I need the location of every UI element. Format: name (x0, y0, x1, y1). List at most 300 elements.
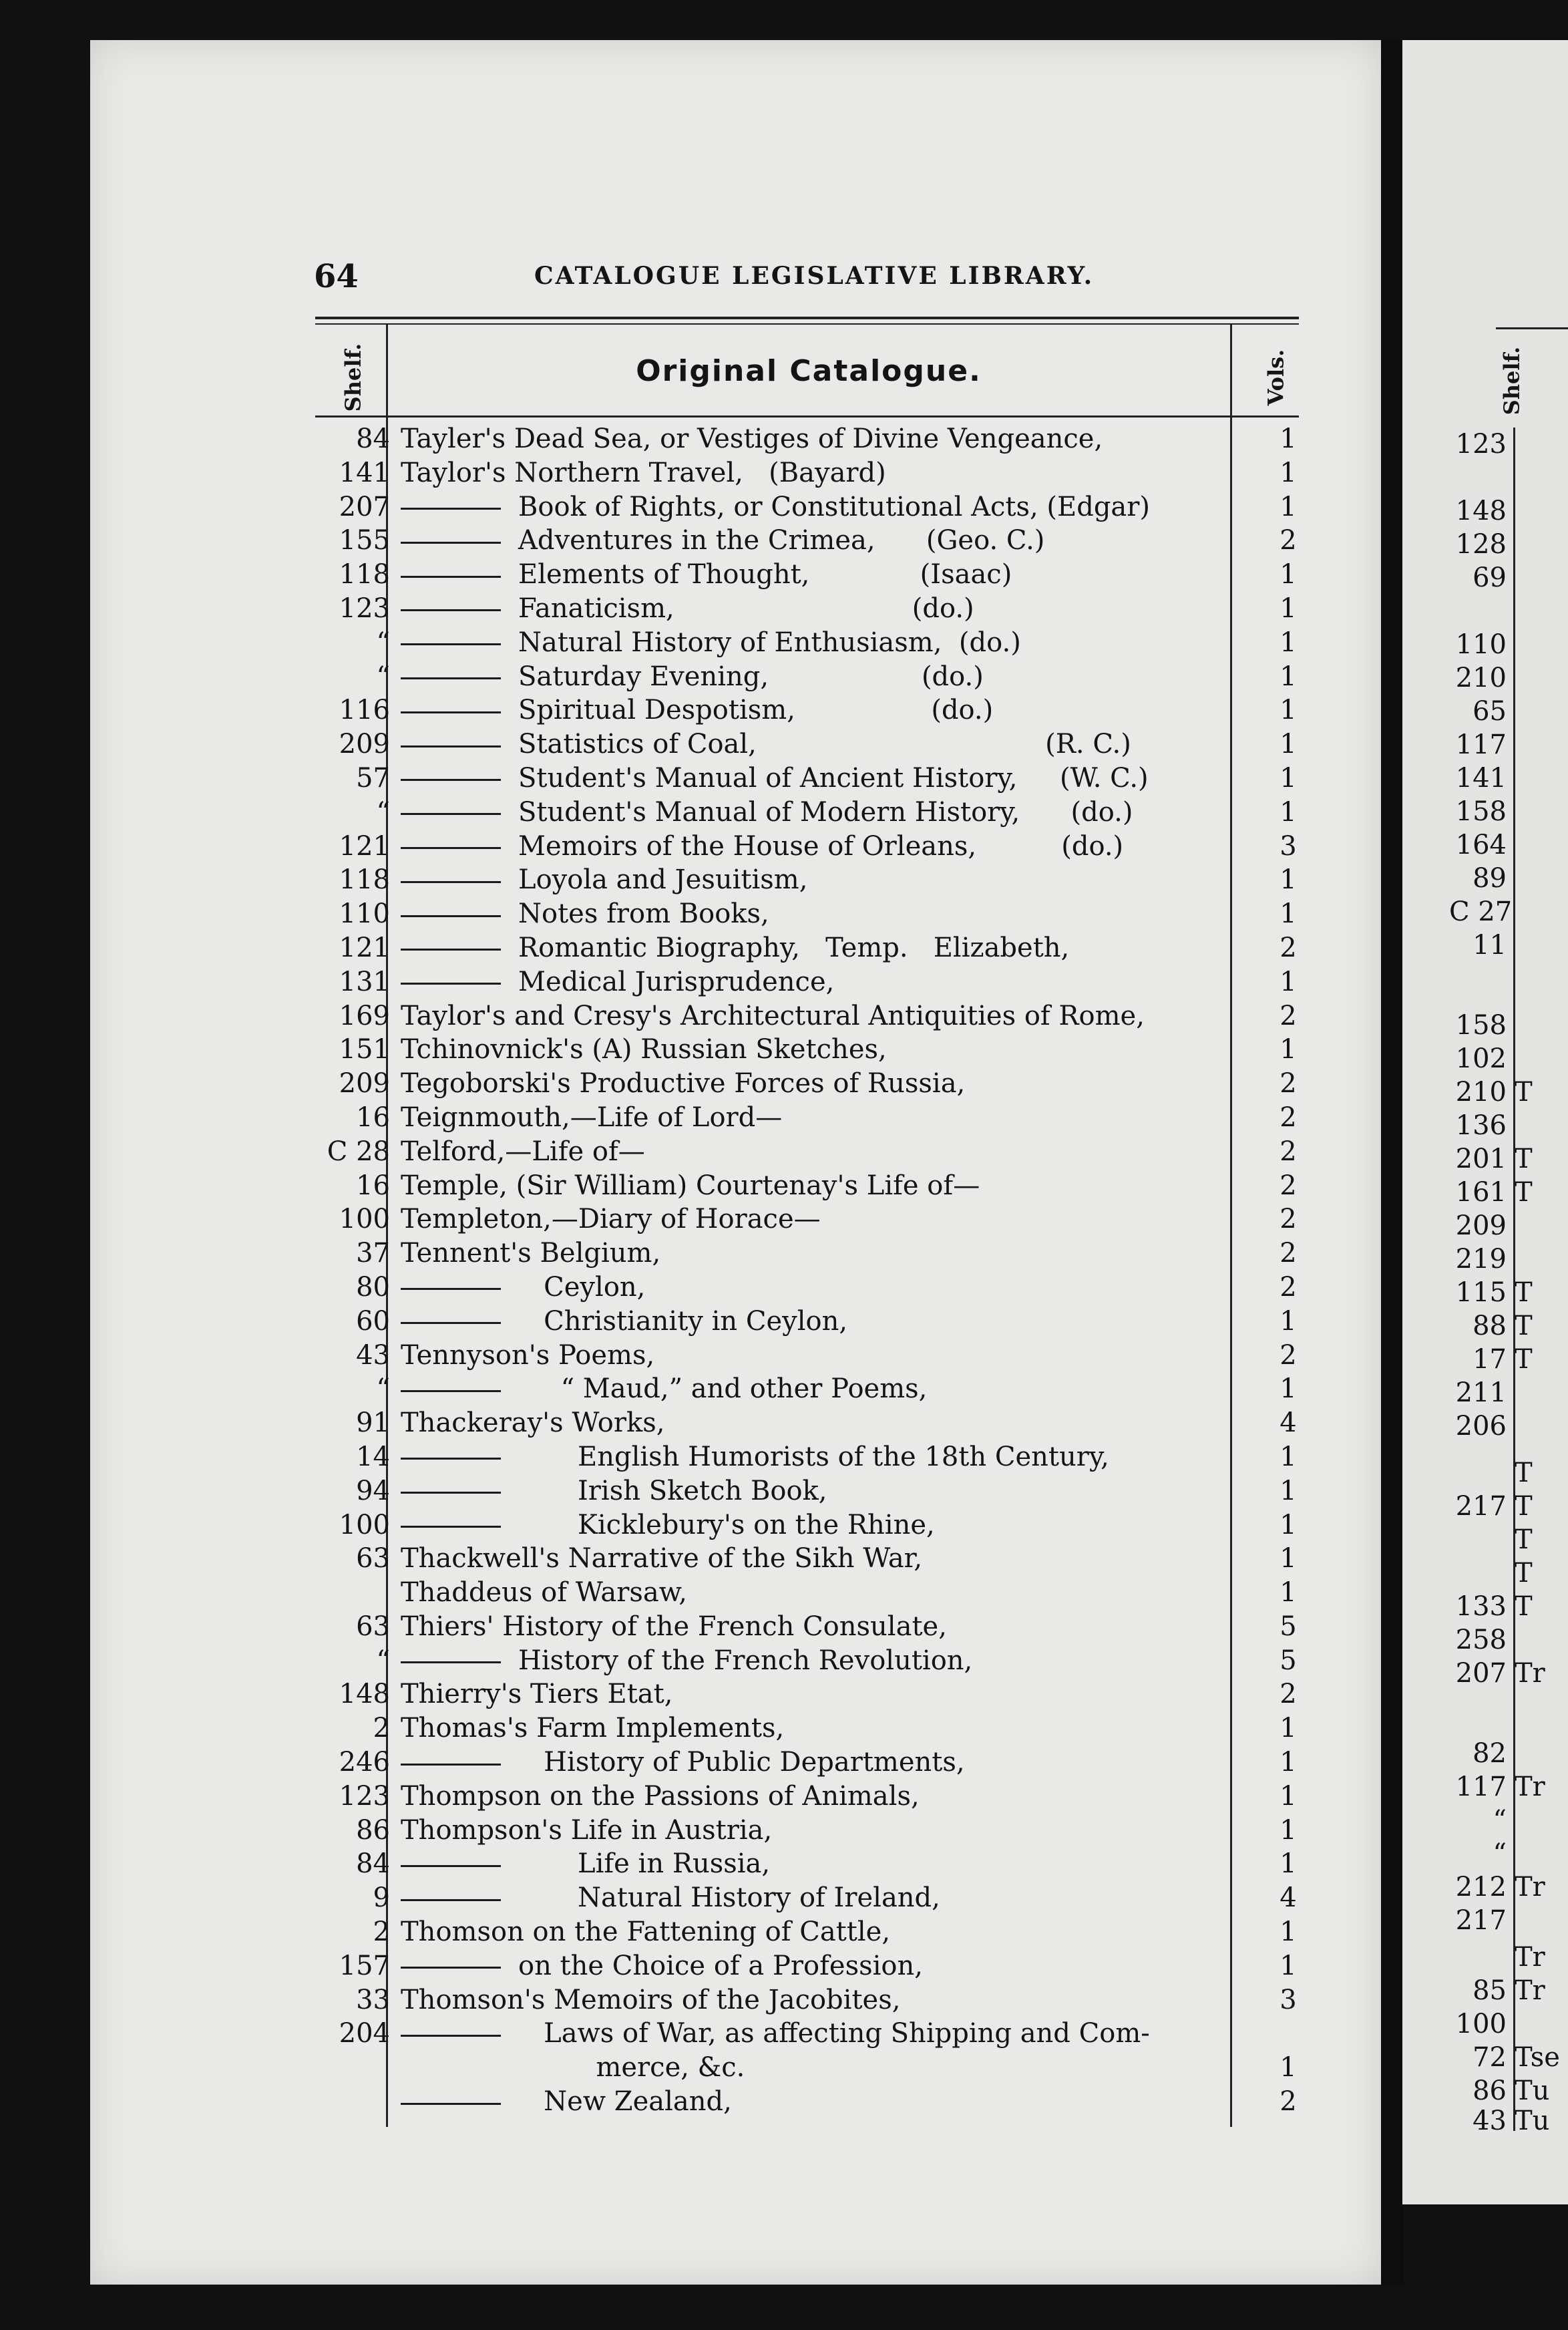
facing-entry-fragment: Tr (1515, 1658, 1545, 1689)
volume-count: 1 (1280, 661, 1297, 692)
header-rule-bottom (315, 415, 1299, 418)
volume-count: 1 (1280, 1848, 1297, 1880)
facing-row (1449, 1623, 1568, 1657)
volume-count: 1 (1280, 593, 1297, 624)
entry-title (401, 626, 1021, 660)
facing-row (1449, 695, 1568, 728)
shelf-number: 151 (339, 1034, 390, 1065)
entry-title (401, 490, 1150, 524)
entry-title (401, 863, 807, 897)
facing-row (1449, 1376, 1568, 1409)
catalogue-row (315, 897, 1304, 931)
catalogue-row (315, 660, 1304, 694)
entry-title (401, 1067, 965, 1101)
shelf-number: 100 (339, 1204, 390, 1235)
facing-shelf-number: 123 (1455, 429, 1507, 460)
facing-row (1449, 1176, 1568, 1209)
shelf-number: 123 (339, 1780, 390, 1812)
entry-text: Templeton,—Diary of Horace— (401, 1204, 821, 1235)
catalogue-row (315, 1067, 1304, 1101)
catalogue-row (315, 796, 1304, 830)
facing-entry-fragment: Tr (1515, 1942, 1545, 1973)
volume-count: 1 (1280, 729, 1297, 760)
facing-shelf-number: 115 (1455, 1277, 1507, 1308)
facing-shelf-number: 100 (1455, 2009, 1507, 2039)
facing-shelf-number: “ (1493, 1805, 1507, 1836)
volume-count: 5 (1280, 1611, 1297, 1642)
catalogue-row (315, 626, 1304, 660)
vols-header-label: Vols. (1263, 349, 1289, 406)
shelf-number: 209 (339, 729, 390, 760)
facing-row (1449, 1042, 1568, 1075)
shelf-number: 84 (356, 1848, 390, 1880)
entry-text: Adventures in the Crimea, (Geo. C.) (518, 525, 1045, 556)
ditto-dash (401, 677, 501, 679)
shelf-number: 57 (356, 762, 390, 794)
entry-text: Thaddeus of Warsaw, (401, 1577, 687, 1609)
shelf-number: C 28 (327, 1136, 390, 1167)
ditto-dash (401, 2035, 501, 2037)
shelf-number: “ (376, 661, 390, 692)
entry-title (401, 1474, 827, 1508)
catalogue-row (315, 999, 1304, 1033)
shelf-number: 141 (339, 457, 390, 488)
entry-title (401, 1440, 1109, 1474)
facing-shelf-number: 117 (1455, 1772, 1507, 1802)
volume-count: 4 (1280, 1882, 1297, 1914)
entry-title (401, 2051, 745, 2085)
shelf-number: 121 (339, 932, 390, 963)
facing-shelf-number: 217 (1455, 1491, 1507, 1522)
entry-text: Tayler's Dead Sea, or Vestiges of Divine Vengeance, (401, 424, 1103, 454)
facing-shelf-number: 210 (1455, 663, 1507, 693)
catalogue-row (315, 1610, 1304, 1644)
catalogue-row (315, 1202, 1304, 1236)
ditto-dash (401, 779, 501, 781)
facing-shelf-number: 158 (1455, 796, 1507, 827)
entry-title (401, 1949, 923, 1983)
volume-count: 1 (1280, 1373, 1297, 1405)
facing-entry-fragment: T (1515, 1558, 1533, 1589)
shelf-number: “ (376, 796, 390, 828)
facing-shelf-number: C 27 (1449, 896, 1513, 927)
entry-text: New Zealand, (518, 2086, 732, 2118)
facing-shelf-number: 89 (1473, 863, 1507, 894)
facing-row (1449, 862, 1568, 895)
entry-title (401, 1271, 645, 1305)
entry-title (401, 965, 834, 999)
entry-text: Thiers' History of the French Consulate, (401, 1611, 947, 1642)
entry-text: Romantic Biography, Temp. Elizabeth, (518, 932, 1070, 963)
volume-count: 2 (1280, 2086, 1297, 2118)
entry-title (401, 558, 1012, 592)
shelf-number: 131 (339, 966, 390, 997)
facing-row (1449, 1556, 1568, 1590)
entry-title (401, 1202, 821, 1236)
entry-title (401, 592, 974, 626)
entry-text: Medical Jurisprudence, (518, 966, 835, 997)
catalogue-row (315, 1915, 1304, 1949)
shelf-number: 209 (339, 1068, 390, 1100)
catalogue-row (315, 1101, 1304, 1135)
facing-shelf-label: Shelf. (1499, 346, 1524, 415)
shelf-number: 121 (339, 830, 390, 862)
volume-count: 1 (1280, 491, 1297, 522)
facing-shelf-number: 207 (1455, 1658, 1507, 1689)
ditto-dash (401, 542, 501, 544)
entry-text: Ceylon, (518, 1271, 646, 1303)
volume-count: 1 (1280, 1441, 1297, 1472)
shelf-number: “ (376, 1645, 390, 1676)
entry-text: Thackeray's Works, (401, 1407, 665, 1439)
catalogue-row (315, 2051, 1304, 2085)
facing-entry-fragment: T (1515, 1458, 1533, 1488)
facing-shelf-number: 85 (1473, 1975, 1507, 2006)
entry-text: on the Choice of a Profession, (518, 1950, 923, 1981)
entry-title (401, 1101, 782, 1135)
catalogue-row (315, 1542, 1304, 1576)
facing-header-rule (1496, 327, 1568, 329)
volume-count: 2 (1280, 1000, 1297, 1031)
entry-title (401, 456, 886, 490)
catalogue-heading: Original Catalogue. (636, 354, 982, 388)
facing-row (1449, 1837, 1568, 1870)
shelf-number: 116 (339, 695, 390, 726)
entry-text: Spiritual Despotism, (do.) (518, 695, 994, 726)
entry-title (401, 693, 993, 727)
ditto-dash (401, 1526, 501, 1528)
catalogue-row (315, 2085, 1304, 2119)
facing-row (1449, 2104, 1568, 2138)
ditto-dash (401, 576, 501, 578)
volume-count: 1 (1280, 1780, 1297, 1812)
entry-text: Temple, (Sir William) Courtenay's Life of— (401, 1170, 980, 1201)
catalogue-row (315, 1169, 1304, 1203)
facing-shelf-header (1488, 347, 1535, 414)
facing-row (1449, 1523, 1568, 1556)
facing-row (1449, 1309, 1568, 1343)
volume-count: 2 (1280, 1679, 1297, 1710)
facing-row (1449, 1870, 1568, 1904)
entry-text: merce, &c. (401, 2052, 745, 2084)
volume-count: 1 (1280, 796, 1297, 828)
catalogue-row (315, 1305, 1304, 1339)
entry-text: Christianity in Ceylon, (518, 1305, 848, 1337)
entry-title (401, 1847, 770, 1881)
entry-text: Thomson's Memoirs of the Jacobites, (401, 1984, 901, 2015)
facing-shelf-number: 69 (1473, 562, 1507, 593)
shelf-number: 9 (373, 1882, 390, 1914)
facing-row (1449, 1974, 1568, 2007)
facing-row (1449, 728, 1568, 762)
facing-row (1449, 762, 1568, 795)
volume-count: 1 (1280, 1950, 1297, 1981)
facing-shelf-number: 209 (1455, 1210, 1507, 1241)
volume-count: 1 (1280, 1305, 1297, 1337)
catalogue-row (315, 1711, 1304, 1745)
volume-count: 3 (1280, 1984, 1297, 2015)
catalogue-row (315, 1576, 1304, 1610)
entry-text: Taylor's Northern Travel, (Bayard) (401, 457, 886, 488)
facing-shelf-number: 206 (1455, 1411, 1507, 1442)
facing-shelf-number: 219 (1455, 1244, 1507, 1275)
volume-count: 2 (1280, 932, 1297, 963)
facing-entry-fragment: T (1515, 1177, 1533, 1208)
entry-text: Memoirs of the House of Orleans, (do.) (518, 830, 1124, 862)
entry-text: Natural History of Enthusiasm, (do.) (518, 627, 1021, 658)
entry-title (401, 1677, 672, 1711)
catalogue-row (315, 456, 1304, 490)
catalogue-row (315, 1644, 1304, 1678)
shelf-number: 2 (373, 1917, 390, 1948)
entry-text: Notes from Books, (518, 898, 769, 930)
ditto-dash (401, 508, 501, 510)
entry-text: Kicklebury's on the Rhine, (518, 1509, 935, 1540)
facing-entry-fragment: Tu (1515, 2106, 1550, 2136)
facing-shelf-number: 211 (1455, 1377, 1507, 1408)
shelf-number: 16 (356, 1102, 390, 1133)
shelf-number: 157 (339, 1950, 390, 1981)
entry-title (401, 2085, 732, 2119)
entry-text: Thierry's Tiers Etat, (401, 1679, 673, 1710)
facing-shelf-number: 86 (1473, 2075, 1507, 2106)
facing-shelf-number: 72 (1473, 2042, 1507, 2073)
facing-shelf-number: 148 (1455, 496, 1507, 526)
facing-entry-fragment: T (1515, 1591, 1533, 1622)
facing-shelf-number: 158 (1455, 1010, 1507, 1041)
entry-title (401, 1711, 784, 1745)
entry-title (401, 1983, 900, 2017)
entry-title (401, 1236, 660, 1271)
volume-count: 1 (1280, 1577, 1297, 1609)
ditto-dash (401, 745, 501, 747)
entry-text: Tchinovnick's (A) Russian Sketches, (401, 1034, 887, 1065)
catalogue-row (315, 1474, 1304, 1508)
facing-entry-fragment: Tu (1515, 2075, 1550, 2106)
shelf-number: 63 (356, 1611, 390, 1642)
facing-shelf-number: 201 (1455, 1144, 1507, 1174)
entry-text: Loyola and Jesuitism, (518, 864, 808, 896)
entry-title (401, 931, 1069, 965)
entry-title (401, 796, 1133, 830)
facing-row (1449, 1009, 1568, 1042)
ditto-dash (401, 983, 501, 985)
book-gutter (1381, 40, 1404, 2285)
facing-row (1449, 2041, 1568, 2074)
shelf-number: 63 (356, 1543, 390, 1574)
ditto-dash (401, 949, 501, 951)
facing-shelf-number: 212 (1455, 1872, 1507, 1902)
entry-text: Taylor's and Cresy's Architectural Antiquities of Rome, (401, 1000, 1145, 1031)
facing-row (1449, 1804, 1568, 1837)
entry-title (401, 897, 769, 931)
volume-count: 2 (1280, 1238, 1297, 1269)
entry-title (401, 660, 984, 694)
catalogue-row (315, 1949, 1304, 1983)
shelf-number: 84 (356, 424, 390, 454)
catalogue-row (315, 1847, 1304, 1881)
shelf-number: 80 (356, 1271, 390, 1303)
shelf-number: 91 (356, 1407, 390, 1439)
volume-count: 1 (1280, 1814, 1297, 1846)
ditto-dash (401, 1322, 501, 1324)
volume-count: 1 (1280, 1917, 1297, 1948)
catalogue-row (315, 422, 1304, 456)
ditto-dash (401, 847, 501, 849)
ditto-dash (401, 609, 501, 611)
facing-shelf-number: 88 (1473, 1311, 1507, 1341)
facing-row (1449, 1075, 1568, 1109)
catalogue-row (315, 1745, 1304, 1780)
volume-count: 4 (1280, 1407, 1297, 1439)
shelf-number: “ (376, 1373, 390, 1405)
catalogue-row (315, 1814, 1304, 1848)
volume-count: 1 (1280, 1543, 1297, 1574)
shelf-number: 118 (339, 864, 390, 896)
entry-text: Thackwell's Narrative of the Sikh War, (401, 1543, 923, 1574)
facing-row (1449, 1737, 1568, 1770)
shelf-number: 14 (356, 1441, 390, 1472)
shelf-number: 43 (356, 1339, 390, 1371)
facing-row (1449, 1657, 1568, 1690)
facing-entry-fragment: T (1515, 1277, 1533, 1308)
entry-text: Book of Rights, or Constitutional Acts, (Edgar) (518, 491, 1150, 522)
facing-entry-fragment: Tr (1515, 1772, 1545, 1802)
catalogue-row (315, 1033, 1304, 1067)
facing-shelf-number: 117 (1455, 729, 1507, 760)
entry-title (401, 1745, 965, 1780)
entry-title (401, 1372, 927, 1406)
volume-count: 2 (1280, 1271, 1297, 1303)
volume-count: 5 (1280, 1645, 1297, 1676)
volume-count: 1 (1280, 424, 1297, 454)
entry-text: English Humorists of the 18th Century, (518, 1441, 1109, 1472)
ditto-dash (401, 881, 501, 883)
shelf-number: 148 (339, 1679, 390, 1710)
volume-count: 3 (1280, 830, 1297, 862)
entry-title (401, 1610, 947, 1644)
shelf-number: 110 (339, 898, 390, 930)
catalogue-row (315, 558, 1304, 592)
shelf-number: 207 (339, 491, 390, 522)
facing-row (1449, 661, 1568, 695)
facing-shelf-number: 17 (1473, 1344, 1507, 1375)
facing-entry-fragment: Tr (1515, 1872, 1545, 1902)
volume-count: 1 (1280, 1713, 1297, 1744)
catalogue-row (315, 830, 1304, 864)
header-rule-top (315, 317, 1299, 319)
catalogue-row (315, 931, 1304, 965)
catalogue-row (315, 1881, 1304, 1915)
catalogue-row (315, 1271, 1304, 1305)
ditto-dash (401, 1865, 501, 1867)
volume-count: 1 (1280, 695, 1297, 726)
entry-title (401, 999, 1145, 1033)
facing-row (1449, 1409, 1568, 1443)
facing-shelf-number: 110 (1455, 629, 1507, 660)
entry-title (401, 1576, 687, 1610)
entry-title (401, 1542, 922, 1576)
volume-count: 2 (1280, 525, 1297, 556)
volume-count: 1 (1280, 457, 1297, 488)
entry-title (401, 1915, 890, 1949)
volume-count: 2 (1280, 1339, 1297, 1371)
catalogue-row (315, 1983, 1304, 2017)
volume-count: 1 (1280, 559, 1297, 591)
facing-row (1449, 561, 1568, 595)
catalogue-row (315, 1508, 1304, 1542)
facing-entry-fragment: T (1515, 1344, 1533, 1375)
page-number: 64 (314, 258, 359, 295)
facing-shelf-number: 136 (1455, 1110, 1507, 1141)
entry-title (401, 1780, 920, 1814)
entry-text: Thompson on the Passions of Animals, (401, 1780, 920, 1812)
entry-text: Statistics of Coal, (R. C.) (518, 729, 1131, 760)
facing-row (1449, 1142, 1568, 1176)
facing-shelf-number: 65 (1473, 696, 1507, 727)
volume-count: 1 (1280, 864, 1297, 896)
facing-shelf-number: 133 (1455, 1591, 1507, 1622)
facing-row (1449, 929, 1568, 962)
shelf-number: 33 (356, 1984, 390, 2015)
entry-text: Tennent's Belgium, (401, 1238, 661, 1269)
catalogue-row (315, 524, 1304, 558)
shelf-number: 100 (339, 1509, 390, 1540)
facing-shelf-number: 82 (1473, 1738, 1507, 1769)
facing-row (1449, 1242, 1568, 1276)
catalogue-row (315, 727, 1304, 762)
entry-text: Saturday Evening, (do.) (518, 661, 984, 692)
volume-count: 1 (1280, 627, 1297, 658)
volume-count: 2 (1280, 1136, 1297, 1167)
entry-title (401, 1406, 665, 1440)
shelf-number: 204 (339, 2018, 390, 2049)
facing-shelf-number: 258 (1455, 1625, 1507, 1655)
volume-count: 2 (1280, 1204, 1297, 1235)
catalogue-row (315, 693, 1304, 727)
facing-row (1449, 1770, 1568, 1804)
catalogue-row (315, 2017, 1304, 2051)
facing-entry-fragment: Tse (1515, 2042, 1560, 2073)
facing-row (1449, 1941, 1568, 1974)
entry-title (401, 2017, 1150, 2051)
facing-row (1449, 628, 1568, 661)
entry-text: Elements of Thought, (Isaac) (518, 559, 1012, 591)
entry-text: Teignmouth,—Life of Lord— (401, 1102, 783, 1133)
catalogue-row (315, 1780, 1304, 1814)
ditto-dash (401, 1458, 501, 1460)
vols-column-header (1249, 347, 1302, 407)
facing-shelf-number: 217 (1455, 1905, 1507, 1936)
header-rule-thin (315, 323, 1299, 325)
shelf-header-label: Shelf. (340, 343, 365, 412)
catalogue-row (315, 490, 1304, 524)
volume-count: 2 (1280, 1068, 1297, 1100)
entry-title (401, 1881, 940, 1915)
catalogue-entries (315, 422, 1304, 2119)
catalogue-row (315, 1677, 1304, 1711)
catalogue-row (315, 762, 1304, 796)
entry-title (401, 1033, 887, 1067)
entry-text: Tennyson's Poems, (401, 1339, 655, 1371)
ditto-dash (401, 1390, 501, 1392)
entry-text: Tegoborski's Productive Forces of Russia, (401, 1068, 966, 1100)
facing-row (1449, 1904, 1568, 1937)
entry-text: Student's Manual of Modern History, (do.) (518, 796, 1133, 828)
entry-text: History of the French Revolution, (518, 1645, 973, 1676)
volume-count: 1 (1280, 762, 1297, 794)
shelf-number: “ (376, 627, 390, 658)
